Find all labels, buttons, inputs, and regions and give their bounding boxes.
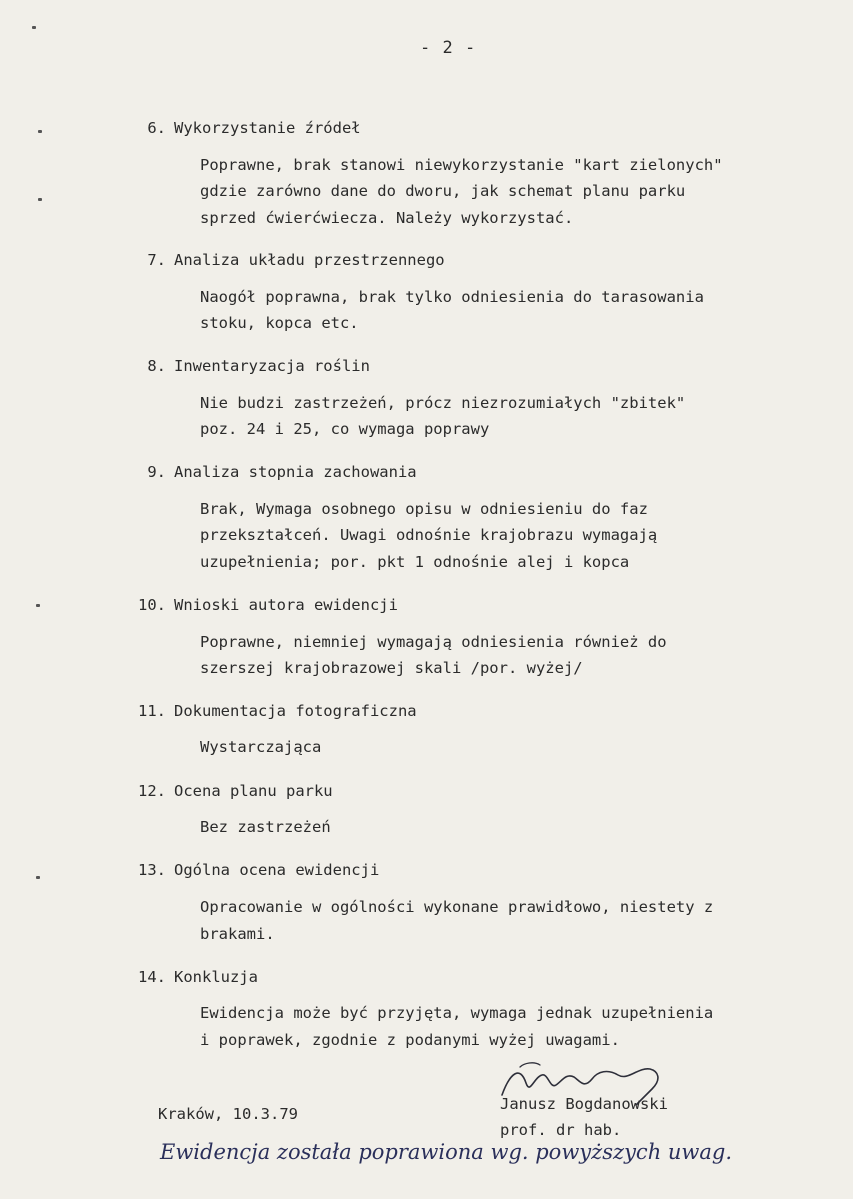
margin-mark [36,876,40,879]
section-number: 8. [147,357,166,375]
section-text-line: i poprawek, zgodnie z podanymi wyżej uwagami. [200,1031,620,1049]
section-number: 10. [138,596,166,614]
section-text-line: przekształceń. Uwagi odnośnie krajobrazu wymagają [200,526,658,544]
section-text-line: szerszej krajobrazowej skali /por. wyżej/ [200,659,583,677]
section-text-line: Ewidencja może być przyjęta, wymaga jednak uzupełnienia [200,1004,714,1022]
section-heading [130,463,417,481]
section-text-line: uzupełnienia; por. pkt 1 odnośnie alej i kopca [200,553,630,571]
section-title: Wnioski autora ewidencji [174,596,398,614]
section-text-line: Brak, Wymaga osobnego opisu w odniesieniu do faz [200,500,648,518]
section-number: 12. [138,782,166,800]
section-title: Ocena planu parku [174,782,333,800]
section-text-line: brakami. [200,925,275,943]
section-text-line: Bez zastrzeżeń [200,818,331,836]
section-text-line: poz. 24 i 25, co wymaga poprawy [200,420,490,438]
section-heading [130,596,398,614]
section-text-line: Nie budzi zastrzeżeń, prócz niezrozumiałych "zbitek" [200,394,686,412]
margin-mark [38,130,42,133]
section-text-line: sprzed ćwierćwiecza. Należy wykorzystać. [200,209,574,227]
page-number: - 2 - [420,38,477,58]
section-heading [130,861,379,879]
section-text-line: stoku, kopca etc. [200,314,359,332]
margin-mark [32,26,36,29]
section-text-line: Poprawne, niemniej wymagają odniesienia również do [200,633,667,651]
section-title: Ogólna ocena ewidencji [174,861,380,879]
signature-title: prof. dr hab. [500,1121,622,1139]
section-number: 7. [147,251,166,269]
section-title: Dokumentacja fotograficzna [174,702,417,720]
section-number: 9. [147,463,166,481]
section-text-line: gdzie zarówno dane do dworu, jak schemat planu parku [200,182,686,200]
section-number: 13. [138,861,166,879]
section-number: 14. [138,968,166,986]
margin-mark [36,604,40,607]
section-text-line: Poprawne, brak stanowi niewykorzystanie "kart zielonych" [200,156,723,174]
section-text-line: Wystarczająca [200,738,322,756]
section-title: Analiza stopnia zachowania [174,463,417,481]
margin-mark [38,198,42,201]
section-heading [130,251,445,269]
section-number: 6. [147,119,166,137]
place-date: Kraków, 10.3.79 [158,1105,298,1123]
section-heading [130,357,370,375]
section-title: Analiza układu przestrzennego [174,251,445,269]
section-text-line: Naogół poprawna, brak tylko odniesienia do tarasowania [200,288,704,306]
section-number: 11. [138,702,166,720]
signature-name: Janusz Bogdanowski [500,1095,668,1113]
section-heading [130,968,258,986]
section-text-line: Opracowanie w ogólności wykonane prawidłowo, niestety z [200,898,714,916]
section-title: Konkluzja [174,968,258,986]
section-heading [130,119,361,137]
handwritten-note: Ewidencja została poprawiona wg. powyższych uwag. [160,1140,733,1164]
section-heading [130,702,417,720]
section-heading [130,782,333,800]
section-title: Inwentaryzacja roślin [174,357,370,375]
section-title: Wykorzystanie źródeł [174,119,361,137]
